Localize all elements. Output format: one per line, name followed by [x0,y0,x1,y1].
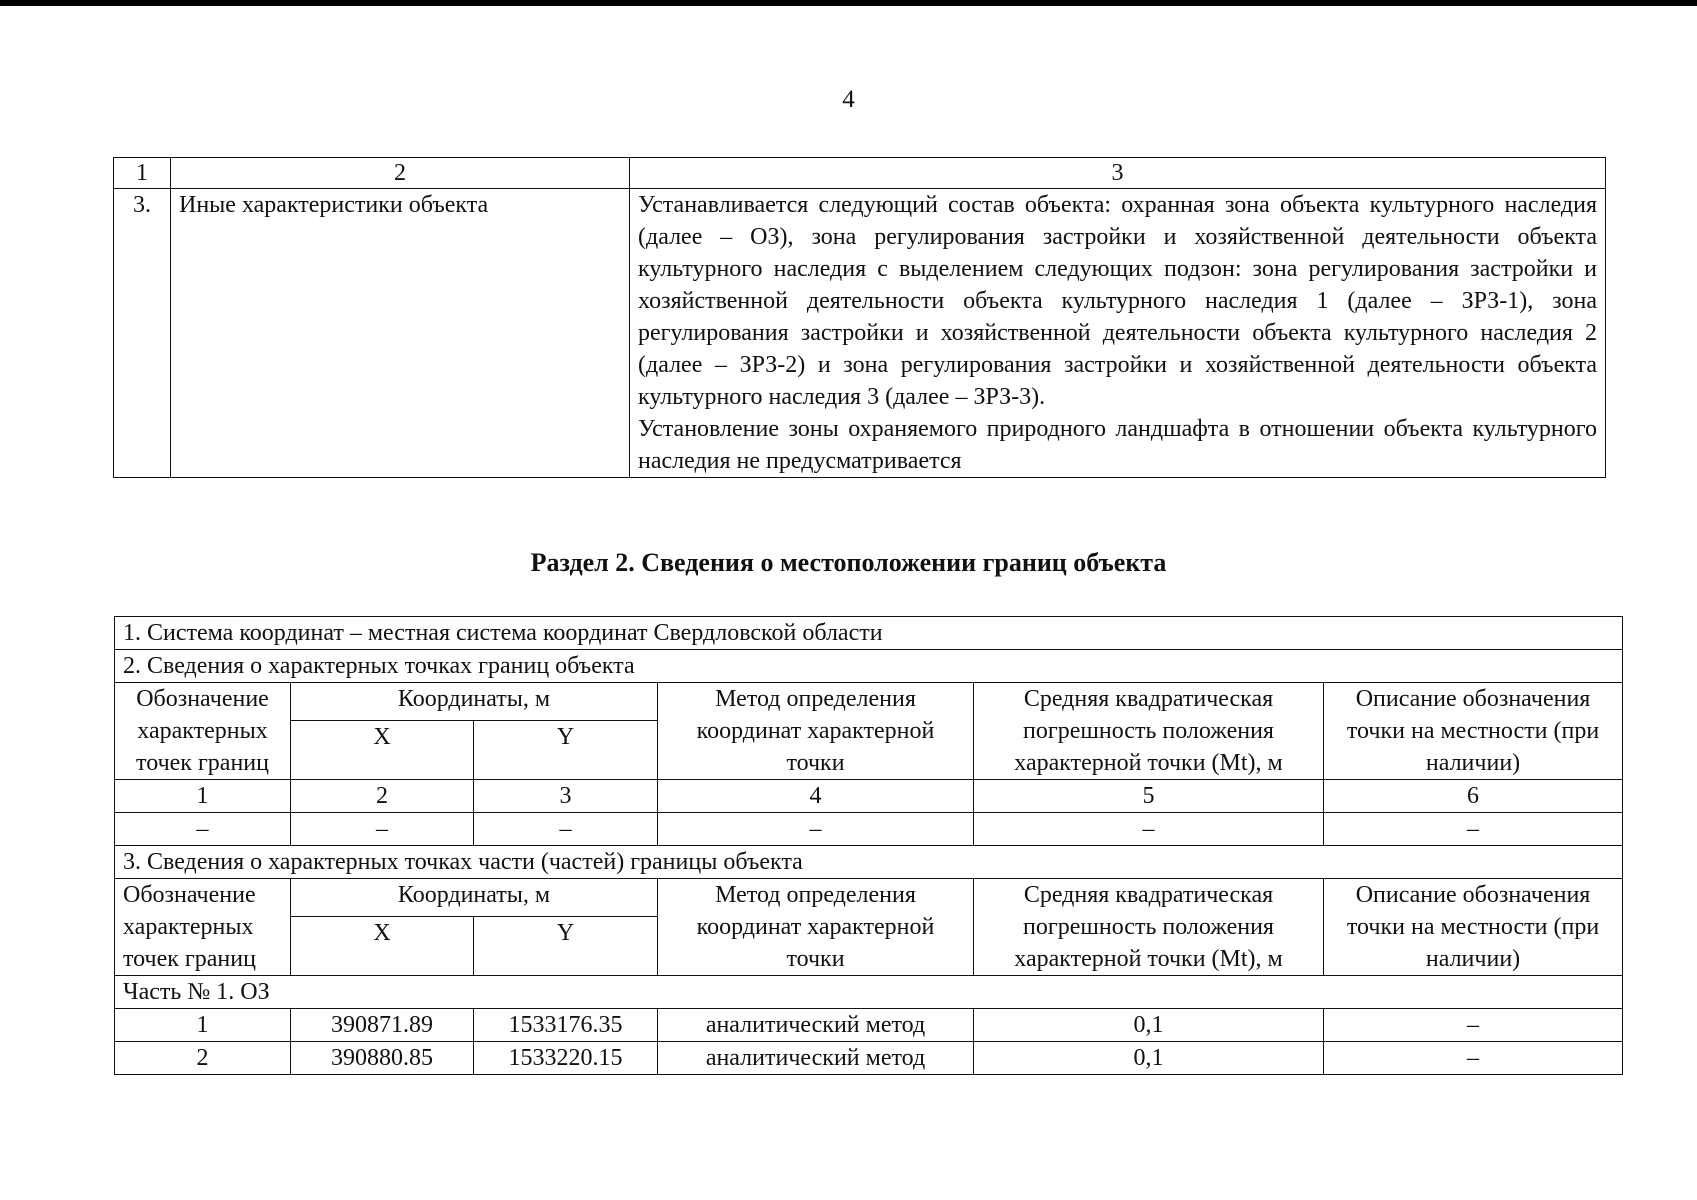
parts-header-error: Средняя квадратическая погрешность положения характерной точки (Mt), м [974,879,1324,976]
point-y: 1533176.35 [474,1009,658,1042]
scan-top-edge [0,0,1697,6]
dash-cell: – [474,813,658,846]
column-numbers-row [115,780,1623,813]
point-row [115,1009,1623,1042]
col-number-2: 2 [291,780,474,813]
table1-row [114,189,1606,478]
description-paragraph-1: Устанавливается следующий состав объекта: охранная зона объекта культурного наследия (далее – ОЗ), зона регулирования застройки и хозяйственной деятельности объекта культурного наследия с выделением следующих подзон: зона регулирования застройки и хозяйственной деятельности объекта культурного наследия 1 (далее – ЗРЗ-1), зона регулирования застройки и хозяйственной деятельности объекта культурного наследия 2 (далее – ЗРЗ-2) и зона регулирования застройки и хозяйственной деятельности объекта культурного наследия 3 (далее – ЗРЗ-3). [638,192,1597,410]
table1-header-row [114,158,1606,189]
points-title-text: 2. Сведения о характерных точках границ объекта [115,650,1623,683]
point-row [115,1042,1623,1075]
header-coords: Координаты, м [291,683,658,721]
point-x: 390880.85 [291,1042,474,1075]
part-label: Часть № 1. ОЗ [115,976,1623,1009]
object-characteristics-table [113,157,1606,478]
col-number-4: 4 [658,780,974,813]
parts-header-method: Метод определения координат характерной точки [658,879,974,976]
parts-header-y: Y [474,917,658,976]
table1-header-col3: 3 [630,158,1606,189]
coord-system-row [115,617,1623,650]
col-number-5: 5 [974,780,1324,813]
table1-header-col2: 2 [171,158,630,189]
header-error: Средняя квадратическая погрешность положения характерной точки (Mt), м [974,683,1324,780]
parts-header-designation: Обозначение характерных точек границ [115,879,291,976]
point-y: 1533220.15 [474,1042,658,1075]
col-number-3: 3 [474,780,658,813]
col-number-1: 1 [115,780,291,813]
dash-cell: – [115,813,291,846]
page-number: 4 [842,86,855,113]
point-error: 0,1 [974,1009,1324,1042]
point-method: аналитический метод [658,1042,974,1075]
col-number-6: 6 [1324,780,1623,813]
table1-header-col1: 1 [114,158,171,189]
parts-title-text: 3. Сведения о характерных точках части (частей) границы объекта [115,846,1623,879]
empty-points-row [115,813,1623,846]
dash-cell: – [1324,813,1623,846]
point-x: 390871.89 [291,1009,474,1042]
points-header-row-1 [115,683,1623,721]
row-description [630,189,1606,478]
header-designation: Обозначение характерных точек границ [115,683,291,780]
point-method: аналитический метод [658,1009,974,1042]
coord-system-text: 1. Система координат – местная система координат Свердловской области [115,617,1623,650]
description-paragraph-2: Установление зоны охраняемого природного ландшафта в отношении объекта культурного наследия не предусматривается [638,416,1597,474]
row-number: 3. [114,189,171,478]
point-id: 1 [115,1009,291,1042]
dash-cell: – [974,813,1324,846]
header-x: X [291,721,474,780]
points-title-row [115,650,1623,683]
row-name: Иные характеристики объекта [171,189,630,478]
boundary-points-table [114,616,1623,1075]
parts-header-x: X [291,917,474,976]
parts-title-row [115,846,1623,879]
point-id: 2 [115,1042,291,1075]
parts-header-description: Описание обозначения точки на местности (при наличии) [1324,879,1623,976]
point-description: – [1324,1042,1623,1075]
parts-header-coords: Координаты, м [291,879,658,917]
point-description: – [1324,1009,1623,1042]
header-method: Метод определения координат характерной точки [658,683,974,780]
dash-cell: – [291,813,474,846]
parts-header-row-1 [115,879,1623,917]
section-title: Раздел 2. Сведения о местоположении границ объекта [530,548,1167,577]
dash-cell: – [658,813,974,846]
header-description: Описание обозначения точки на местности (при наличии) [1324,683,1623,780]
point-error: 0,1 [974,1042,1324,1075]
header-y: Y [474,721,658,780]
part-label-row [115,976,1623,1009]
